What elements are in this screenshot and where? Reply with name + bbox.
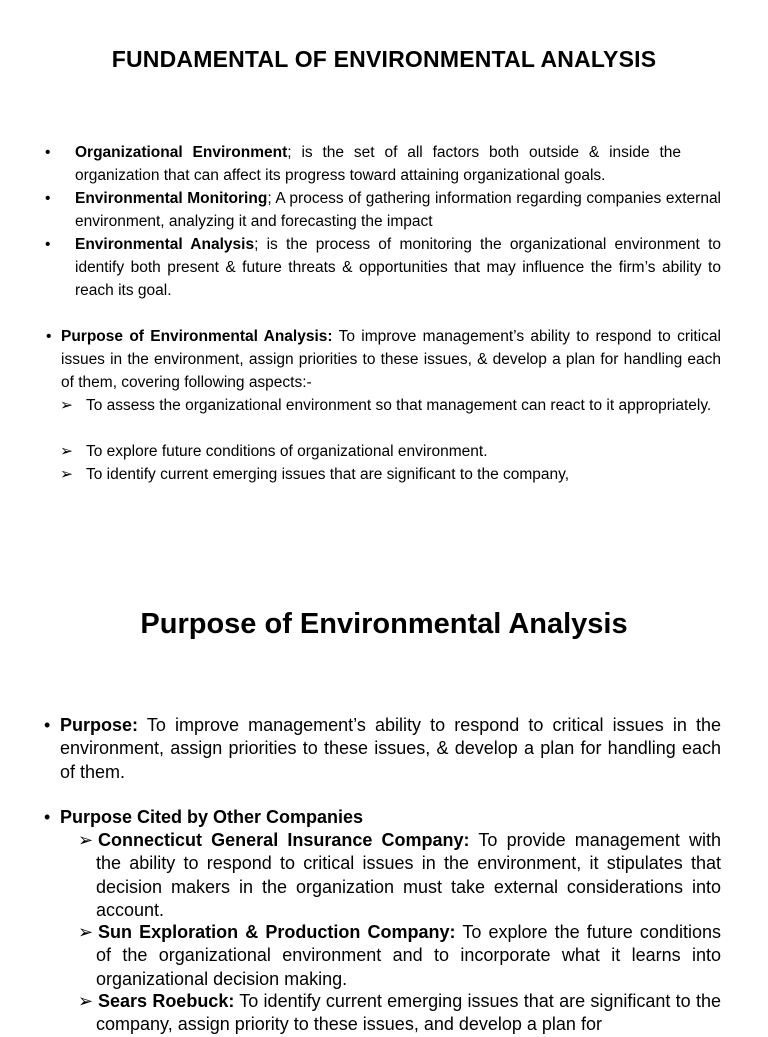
arrow-glyph: ➢ (78, 830, 94, 850)
aspect-item: To assess the organizational environment so that management can react to it appropriately. (86, 397, 712, 414)
term: Environmental Analysis (75, 236, 255, 253)
company-name: Sun Exploration & Production Company: (98, 922, 456, 942)
definition: ; is the set of all factors both outside & inside the organization that can affect its progress toward attaining organizational goals. (75, 144, 682, 184)
term: Purpose of Environmental Analysis: (61, 328, 333, 345)
bullet-organizational-environment (75, 141, 681, 187)
definition: ; is the process of monitoring the organizational environment to identify both present & future threats & opportunities that may influence the firm’s ability to reach its goal. (75, 236, 722, 299)
arrow-glyph: ➢ (78, 991, 94, 1011)
purpose-paragraph (61, 325, 721, 394)
term: Purpose: (60, 715, 139, 735)
company-name: Connecticut General Insurance Company: (98, 830, 470, 850)
cited-heading (60, 806, 721, 829)
aspect-item: To explore future conditions of organizational environment. (86, 443, 488, 460)
aspect-item: To identify current emerging issues that are significant to the company, (86, 466, 570, 483)
arrow-glyph: ➢ (60, 466, 73, 483)
bullet-glyph: • (44, 715, 51, 735)
company-name: Sears Roebuck: (98, 991, 235, 1011)
bullet-glyph: • (45, 236, 51, 253)
definition: To improve management’s ability to respond to critical issues in the environment, assign priorities to these issues, & develop a plan for handling each of them. (60, 715, 721, 782)
slide-title: Purpose of Environmental Analysis (140, 608, 628, 640)
arrow-glyph: ➢ (60, 397, 73, 414)
company-purpose: To identify current emerging issues that are significant to the company, assign priority to these issues, and develop a plan for (96, 991, 721, 1035)
slide-2 (0, 512, 768, 1035)
arrow-glyph: ➢ (78, 922, 94, 942)
definition: To improve management’s ability to respond to critical issues in the environment, assign priorities to these issues, & develop a plan for handling each of them, covering following aspects:- (61, 328, 721, 391)
bullet-glyph: • (46, 328, 52, 345)
bullet-environmental-monitoring (75, 187, 721, 233)
cited-heading-text: Purpose Cited by Other Companies (60, 807, 364, 827)
definition: ; A process of gathering information regarding companies external environment, analyzing it and forecasting the impact (75, 190, 722, 230)
term: Organizational Environment (75, 144, 288, 161)
company-connecticut (96, 829, 721, 922)
bullet-glyph: • (44, 807, 51, 827)
company-sun-exploration (96, 921, 721, 991)
term: Environmental Monitoring (75, 190, 268, 207)
slide-1 (0, 0, 768, 512)
bullet-environmental-analysis (75, 233, 721, 302)
company-purpose: To provide management with the ability to respond to critical issues in the environment, it stipulates that decision makers in the organization must take external considerations into account. (96, 830, 721, 920)
slide-title: FUNDAMENTAL OF ENVIRONMENTAL ANALYSIS (111, 46, 657, 72)
bullet-glyph: • (45, 144, 51, 161)
company-purpose: To explore the future conditions of the organizational environment and to incorporate what it learns into organizational decision making. (96, 922, 721, 989)
arrow-glyph: ➢ (60, 443, 73, 460)
bullet-glyph: • (45, 190, 51, 207)
purpose-paragraph (60, 714, 721, 784)
company-sears-roebuck (96, 990, 721, 1037)
